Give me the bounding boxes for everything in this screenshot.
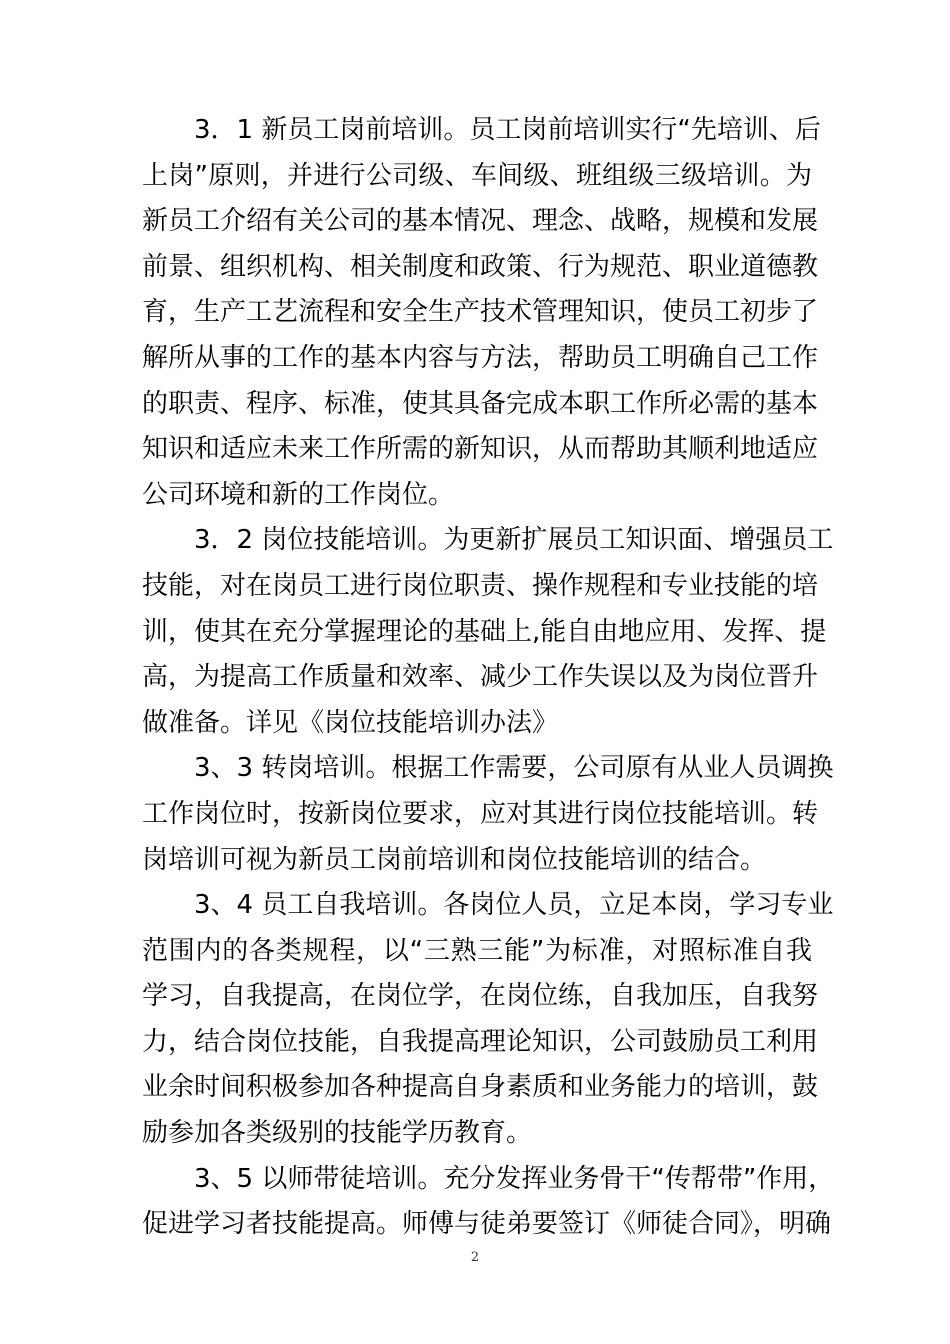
text-line: 3、4 员工自我培训。各岗位人员，立足本岗，学习专业 <box>194 890 834 921</box>
text-line: 技能，对在岗员工进行岗位职责、操作规程和专业技能的培 <box>142 570 819 601</box>
text-line: 岗培训可视为新员工岗前培训和岗位技能培训的结合。 <box>142 844 767 875</box>
text-line: 新员工介绍有关公司的基本情况、理念、战略，规模和发展 <box>142 206 819 237</box>
text-line: 学习，自我提高，在岗位学，在岗位练，自我加压，自我努 <box>142 981 819 1012</box>
text-line: 工作岗位时，按新岗位要求，应对其进行岗位技能培训。转 <box>142 798 819 829</box>
text-line: 3．1 新员工岗前培训。员工岗前培训实行“先培训、后 <box>194 115 821 145</box>
text-line: 解所从事的工作的基本内容与方法，帮助员工明确自己工作 <box>142 342 819 373</box>
text-line: 3．2 岗位技能培训。为更新扩展员工知识面、增强员工 <box>194 525 834 556</box>
page-number: 2 <box>470 1250 480 1265</box>
text-line: 范围内的各类规程，以“三熟三能”为标准，对照标准自我 <box>142 935 812 966</box>
text-line: 促进学习者技能提高。师傅与徒弟要签订《师徒合同》，明确 <box>142 1209 832 1240</box>
text-line: 公司环境和新的工作岗位。 <box>142 479 455 510</box>
text-line: 业余时间积极参加各种提高自身素质和业务能力的培训，鼓 <box>142 1072 819 1103</box>
text-line: 力，结合岗位技能，自我提高理论知识，公司鼓励员工利用 <box>142 1026 819 1057</box>
paragraph-3-3 <box>142 746 834 883</box>
paragraph-3-1 <box>142 108 821 518</box>
text-line: 上岗”原则，并进行公司级、车间级、班组级三级培训。为 <box>142 160 812 191</box>
text-line: 前景、组织机构、相关制度和政策、行为规范、职业道德教 <box>142 251 819 282</box>
document-body <box>142 108 835 1248</box>
text-line: 的职责、程序、标准，使其具备完成本职工作所必需的基本 <box>142 388 819 419</box>
text-line: 知识和适应未来工作所需的新知识，从而帮助其顺利地适应 <box>142 434 819 465</box>
text-line: 育，生产工艺流程和安全生产技术管理知识，使员工初步了 <box>142 297 819 328</box>
text-line: 高，为提高工作质量和效率、减少工作失误以及为岗位晋升 <box>142 662 819 693</box>
paragraph-3-5 <box>142 1157 835 1248</box>
text-line: 训，使其在充分掌握理论的基础上,能自由地应用、发挥、提 <box>142 616 827 647</box>
text-line: 3、5 以师带徒培训。充分发挥业务骨干“传帮带”作用， <box>194 1163 835 1194</box>
paragraph-3-2 <box>142 518 834 746</box>
text-line: 做准备。详见《岗位技能培训办法》 <box>142 707 559 738</box>
paragraph-3-4 <box>142 883 834 1157</box>
text-line: 3、3 转岗培训。根据工作需要，公司原有从业人员调换 <box>194 753 834 784</box>
text-line: 励参加各类级别的技能学历教育。 <box>142 1118 533 1149</box>
